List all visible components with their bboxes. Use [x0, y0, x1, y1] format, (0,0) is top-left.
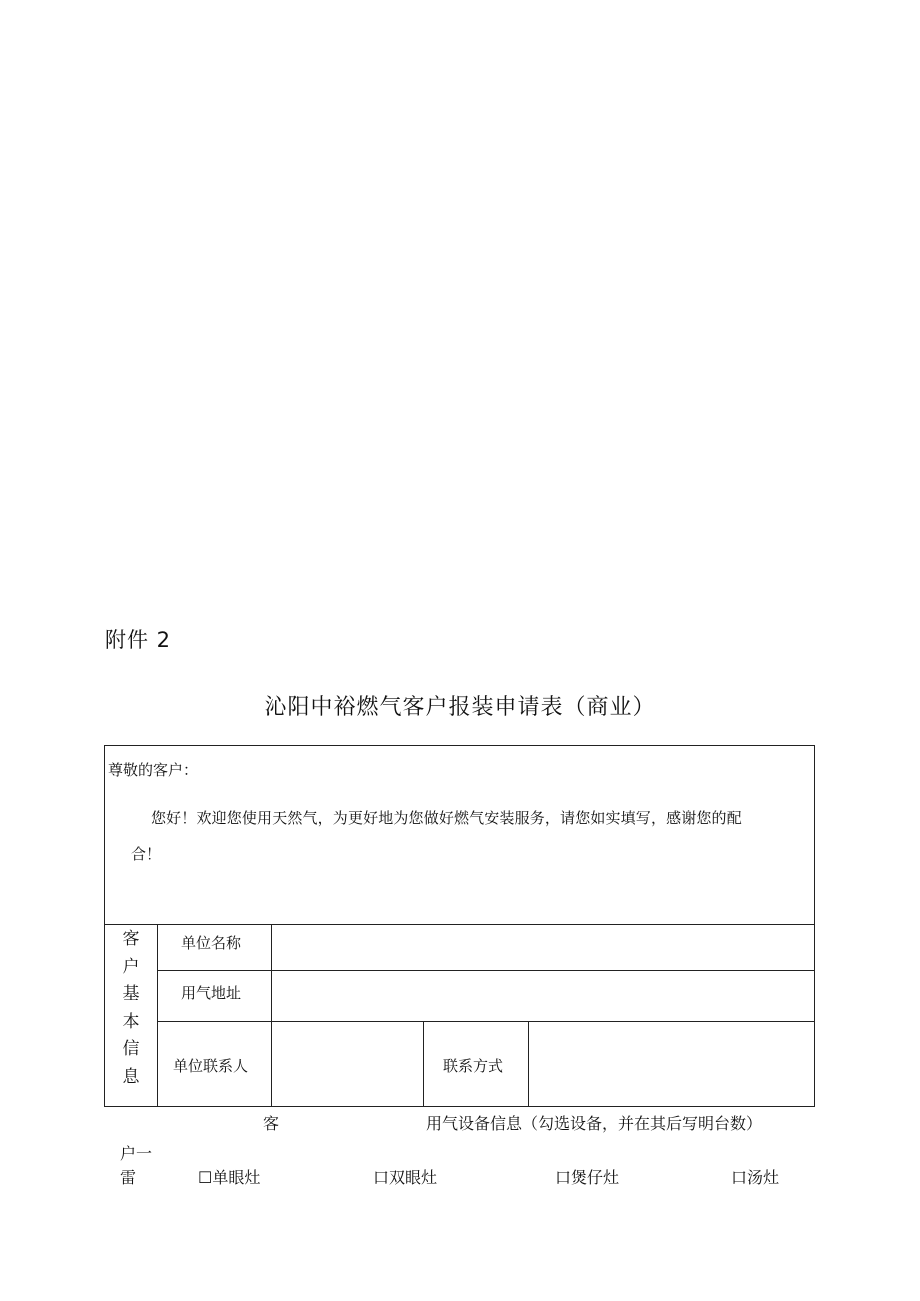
application-form-table	[104, 745, 815, 1107]
equipment-side-label-2: 户一	[120, 1144, 153, 1163]
option-label: 双眼灶	[389, 1168, 438, 1187]
contact-split-rule-1	[423, 1021, 424, 1106]
label-column-rule	[271, 924, 272, 1106]
option-claypot-stove[interactable]	[555, 1165, 619, 1188]
unit-name-label: 单位名称	[181, 934, 242, 952]
row-rule-1	[158, 970, 814, 971]
option-label: 汤灶	[747, 1168, 780, 1187]
checkbox-icon[interactable]: ☐	[198, 1168, 213, 1187]
customer-info-heading	[121, 926, 141, 1091]
checkbox-icon[interactable]: 口	[373, 1168, 390, 1187]
heading-column-rule	[157, 924, 158, 1106]
greeting-salutation: 尊敬的客户：	[108, 761, 199, 779]
equipment-side-label-3: 雷	[120, 1168, 137, 1187]
option-double-burner[interactable]	[373, 1165, 437, 1188]
option-label: 煲仔灶	[571, 1168, 620, 1187]
equipment-side-label-1: 客	[263, 1114, 280, 1133]
form-title: 沁阳中裕燃气客户报装申请表（商业）	[264, 695, 656, 720]
option-soup-stove[interactable]	[731, 1165, 779, 1188]
heading-char: 信	[122, 1039, 140, 1059]
equipment-heading: 用气设备信息（勾选设备，并在其后写明台数）	[426, 1114, 763, 1133]
option-label: 单眼灶	[212, 1168, 261, 1187]
checkbox-icon[interactable]: 口	[555, 1168, 572, 1187]
heading-char: 本	[122, 1011, 140, 1032]
heading-char: 户	[122, 956, 140, 977]
greeting-line-1: 您好！欢迎您使用天然气，为更好地为您做好燃气安装服务，请您如实填写，感谢您的配	[151, 809, 742, 827]
contact-person-label: 单位联系人	[173, 1057, 249, 1075]
gas-address-label: 用气地址	[181, 984, 242, 1002]
row-rule-2	[158, 1021, 814, 1022]
greeting-bottom-rule	[105, 924, 814, 925]
option-single-burner[interactable]	[198, 1165, 260, 1188]
heading-char: 客	[122, 929, 140, 949]
checkbox-icon[interactable]: 口	[731, 1168, 748, 1187]
contact-method-label: 联系方式	[443, 1057, 504, 1075]
greeting-line-2: 合！	[131, 845, 162, 863]
attachment-label: 附件 2	[105, 628, 172, 652]
contact-split-rule-2	[528, 1021, 529, 1106]
heading-char: 息	[122, 1066, 140, 1087]
heading-char: 基	[122, 984, 140, 1004]
